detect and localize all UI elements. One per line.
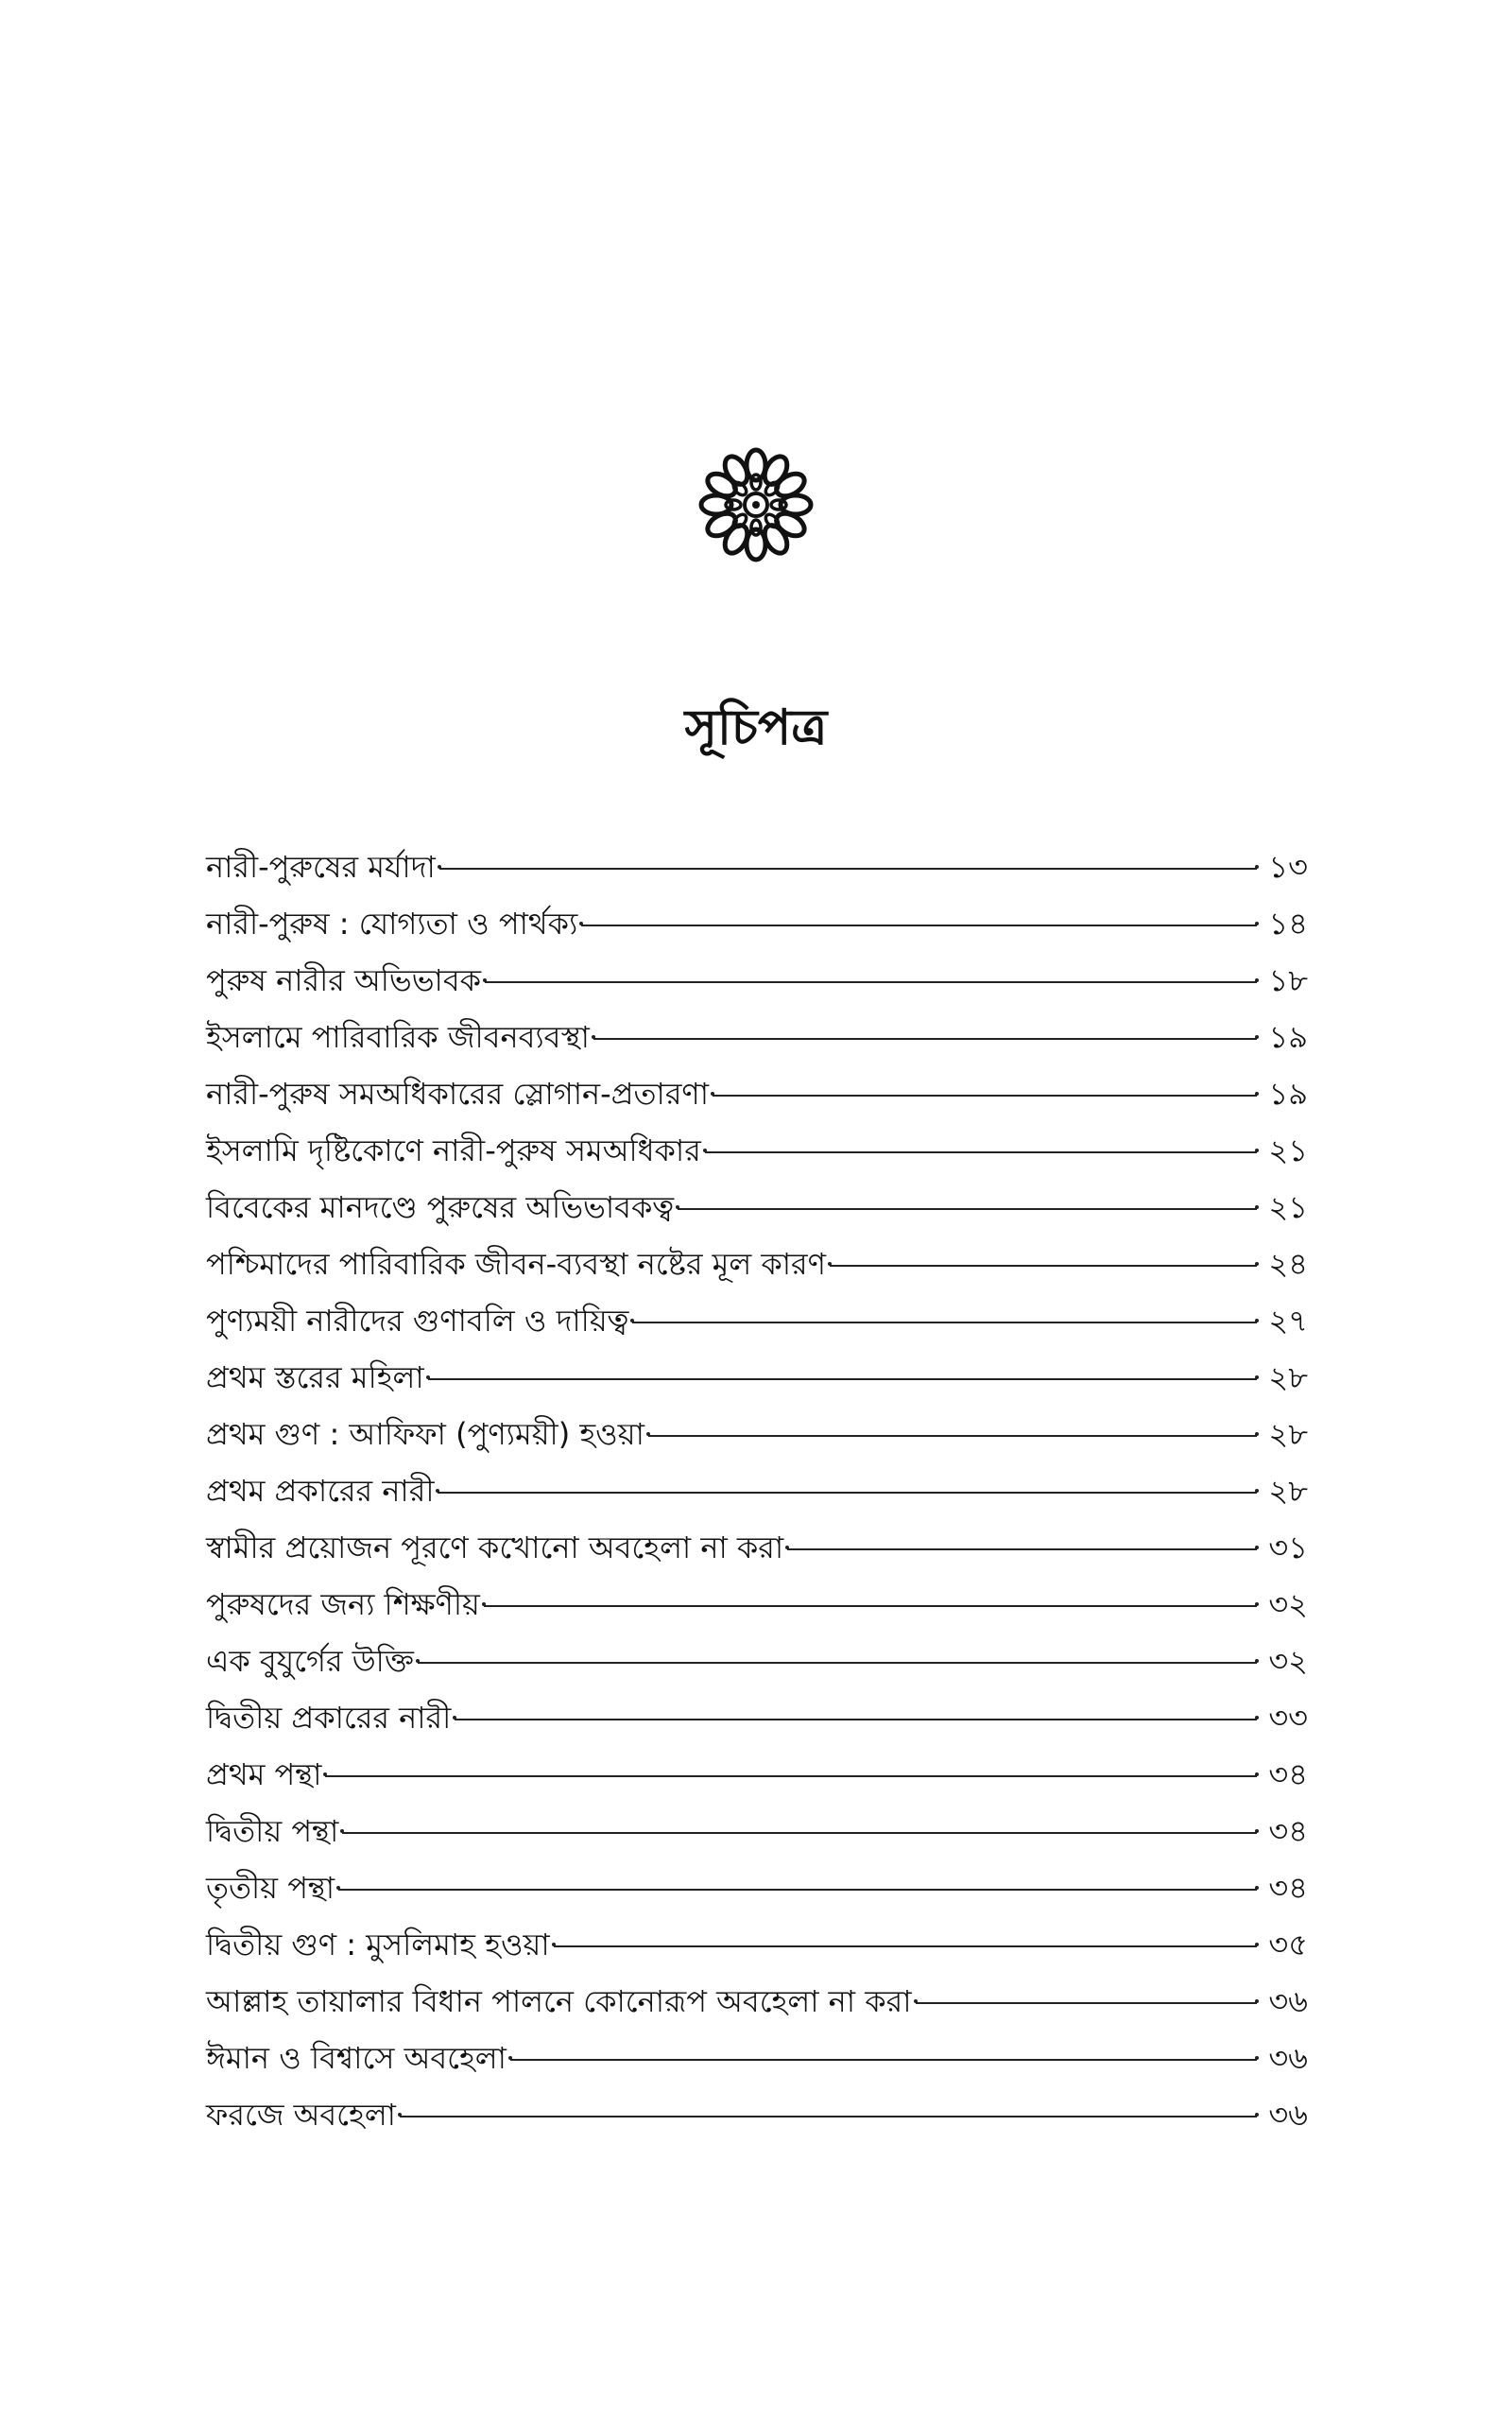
toc-page-number: ৩৬ <box>1268 2097 1308 2133</box>
toc-entry-label: প্রথম গুণ : আফিফা (পুণ্যময়ী) হওয়া <box>206 1416 644 1452</box>
toc-page-number: ৩৩ <box>1268 1700 1308 1736</box>
toc-entry[interactable] <box>206 1349 1308 1406</box>
toc-entry-label: দ্বিতীয় পন্থা <box>206 1813 339 1849</box>
dot-leader-line <box>484 1605 1257 1607</box>
toc-entry-label: প্রথম স্তরের মহিলা <box>206 1359 424 1395</box>
toc-page-number: ৩২ <box>1268 1643 1308 1679</box>
toc-entry[interactable] <box>206 1859 1308 1916</box>
toc-page-number: ৩৪ <box>1268 1870 1308 1906</box>
toc-entry-label: আল্লাহ তায়ালার বিধান পালনে কোনোরূপ অবহেলা না করা <box>206 1983 912 2019</box>
toc-entry-label: ঈমান ও বিশ্বাসে অবহেলা <box>206 2040 507 2076</box>
toc-entry[interactable] <box>206 1236 1308 1292</box>
table-of-contents <box>206 838 1308 2143</box>
toc-entry[interactable] <box>206 1576 1308 1633</box>
dot-leader-line <box>439 868 1257 870</box>
toc-page-number: ৩৬ <box>1268 1983 1308 2019</box>
toc-entry[interactable] <box>206 1179 1308 1236</box>
toc-page-number: ৩৫ <box>1268 1927 1308 1962</box>
toc-entry[interactable] <box>206 1065 1308 1122</box>
toc-page-number: ২১ <box>1268 1189 1308 1225</box>
dot-leader-line <box>400 2116 1257 2118</box>
toc-page-number: ১৪ <box>1268 906 1308 942</box>
toc-page-number: ২৮ <box>1268 1416 1308 1452</box>
toc-entry-label: ইসলামি দৃষ্টিকোণে নারী-পুরুষ সমঅধিকার <box>206 1132 701 1168</box>
toc-entry[interactable] <box>206 1689 1308 1746</box>
toc-entry-label: পুরুষদের জন্য শিক্ষণীয় <box>206 1586 480 1622</box>
dot-leader-line <box>428 1378 1257 1380</box>
toc-page-number: ১৩ <box>1268 849 1308 885</box>
toc-entry[interactable] <box>206 1292 1308 1349</box>
toc-page-number: ১৮ <box>1268 962 1308 998</box>
toc-page-number: ৩৪ <box>1268 1813 1308 1849</box>
toc-page-number: ২১ <box>1268 1132 1308 1168</box>
toc-entry[interactable] <box>206 895 1308 952</box>
toc-entry-label: নারী-পুরুষ সমঅধিকারের স্লোগান-প্রতারণা <box>206 1076 710 1112</box>
toc-page-number: ৩৬ <box>1268 2040 1308 2076</box>
toc-entry[interactable] <box>206 2086 1308 2143</box>
dot-leader-line <box>455 1719 1257 1720</box>
toc-entry[interactable] <box>206 1633 1308 1689</box>
dot-leader-line <box>438 1492 1257 1494</box>
toc-entry-label: স্বামীর প্রয়োজন পূরণে কখোনো অবহেলা না করা <box>206 1530 784 1565</box>
toc-entry[interactable] <box>206 1519 1308 1576</box>
dot-leader-line <box>338 1889 1257 1891</box>
toc-entry-label: তৃতীয় পন্থা <box>206 1870 335 1906</box>
toc-entry-label: এক বুযুর্গের উক্তি <box>206 1643 414 1679</box>
dot-leader-line <box>581 925 1257 926</box>
dot-leader-line <box>830 1265 1257 1267</box>
toc-entry[interactable] <box>206 1973 1308 2030</box>
toc-page-number: ২৪ <box>1268 1246 1308 1282</box>
toc-entry-label: প্রথম প্রকারের নারী <box>206 1473 435 1509</box>
toc-page-number: ৩২ <box>1268 1586 1308 1622</box>
toc-entry[interactable] <box>206 1462 1308 1519</box>
toc-entry-label: দ্বিতীয় গুণ : মুসলিমাহ হওয়া <box>206 1927 550 1962</box>
toc-entry[interactable] <box>206 1803 1308 1859</box>
toc-entry[interactable] <box>206 838 1308 895</box>
toc-entry[interactable] <box>206 952 1308 1009</box>
toc-entry-label: প্রথম পন্থা <box>206 1756 322 1792</box>
toc-entry-label: নারী-পুরুষ : যোগ্যতা ও পার্থক্য <box>206 906 578 942</box>
toc-entry[interactable] <box>206 1009 1308 1065</box>
toc-entry[interactable] <box>206 1916 1308 1973</box>
dot-leader-line <box>648 1435 1257 1437</box>
toc-entry-label: পশ্চিমাদের পারিবারিক জীবন-ব্যবস্থা নষ্টের মূল কারণ <box>206 1246 827 1282</box>
toc-entry[interactable] <box>206 1122 1308 1179</box>
toc-page-number: ১৯ <box>1268 1076 1308 1112</box>
dot-leader-line <box>678 1208 1257 1210</box>
dot-leader-line <box>593 1038 1257 1040</box>
dot-leader-line <box>554 1945 1257 1947</box>
dot-leader-line <box>713 1095 1257 1097</box>
rosette-ornament-icon <box>696 444 816 565</box>
toc-entry-label: ইসলামে পারিবারিক জীবনব্যবস্থা <box>206 1019 590 1055</box>
toc-entry-label: পুরুষ নারীর অভিভাবক <box>206 962 482 998</box>
toc-entry-label: দ্বিতীয় প্রকারের নারী <box>206 1700 452 1736</box>
toc-entry[interactable] <box>206 1406 1308 1462</box>
dot-leader-line <box>705 1151 1257 1153</box>
toc-page-number: ১৯ <box>1268 1019 1308 1055</box>
page-title: সূচিপত্র <box>684 700 828 756</box>
dot-leader-line <box>632 1322 1257 1323</box>
toc-entry-label: নারী-পুরুষের মর্যাদা <box>206 849 436 885</box>
toc-page-number: ৩১ <box>1268 1530 1308 1565</box>
toc-page-number: ২৭ <box>1268 1303 1308 1339</box>
toc-page-number: ২৮ <box>1268 1473 1308 1509</box>
dot-leader-line <box>485 981 1257 983</box>
toc-entry-label: পুণ্যময়ী নারীদের গুণাবলি ও দায়িত্ব <box>206 1303 629 1339</box>
toc-entry[interactable] <box>206 1746 1308 1803</box>
toc-entry-label: বিবেকের মানদণ্ডে পুরুষের অভিভাবকত্ব <box>206 1189 675 1225</box>
dot-leader-line <box>787 1548 1257 1550</box>
toc-page-number: ২৮ <box>1268 1359 1308 1395</box>
toc-page-number: ৩৪ <box>1268 1756 1308 1792</box>
dot-leader-line <box>510 2059 1257 2061</box>
toc-entry[interactable] <box>206 2030 1308 2086</box>
dot-leader-line <box>418 1662 1257 1664</box>
dot-leader-line <box>916 2002 1258 2004</box>
toc-entry-label: ফরজে অবহেলা <box>206 2097 396 2133</box>
dot-leader-line <box>325 1775 1257 1777</box>
dot-leader-line <box>342 1832 1257 1834</box>
